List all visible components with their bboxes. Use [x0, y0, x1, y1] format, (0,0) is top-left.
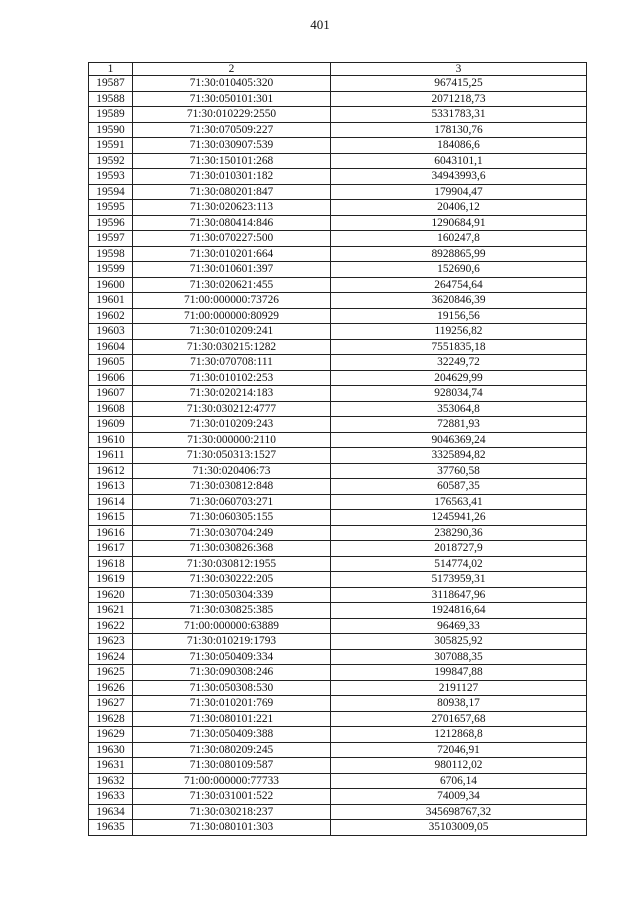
table-row — [89, 308, 587, 324]
value-cell: 928034,74 — [331, 386, 587, 402]
row-number-cell: 19598 — [89, 246, 133, 262]
value-cell: 7551835,18 — [331, 339, 587, 355]
row-number-cell: 19622 — [89, 618, 133, 634]
value-cell: 178130,76 — [331, 122, 587, 138]
table-row — [89, 448, 587, 464]
table-row — [89, 572, 587, 588]
table-header — [89, 63, 587, 76]
row-number-cell: 19625 — [89, 665, 133, 681]
table-row — [89, 758, 587, 774]
table-row — [89, 153, 587, 169]
row-number-cell: 19610 — [89, 432, 133, 448]
table-row — [89, 742, 587, 758]
cadastral-number-cell: 71:30:080201:847 — [133, 184, 331, 200]
row-number-cell: 19618 — [89, 556, 133, 572]
table-row — [89, 401, 587, 417]
value-cell: 5331783,31 — [331, 107, 587, 123]
row-number-cell: 19587 — [89, 76, 133, 92]
table-row — [89, 355, 587, 371]
row-number-cell: 19607 — [89, 386, 133, 402]
row-number-cell: 19626 — [89, 680, 133, 696]
column-header-3: 3 — [331, 63, 587, 76]
cadastral-number-cell: 71:30:060305:155 — [133, 510, 331, 526]
cadastral-number-cell: 71:30:010405:320 — [133, 76, 331, 92]
table-row — [89, 789, 587, 805]
cadastral-number-cell: 71:30:010229:2550 — [133, 107, 331, 123]
row-number-cell: 19609 — [89, 417, 133, 433]
table-row — [89, 618, 587, 634]
value-cell: 980112,02 — [331, 758, 587, 774]
row-number-cell: 19629 — [89, 727, 133, 743]
value-cell: 967415,25 — [331, 76, 587, 92]
row-number-cell: 19624 — [89, 649, 133, 665]
table-row — [89, 494, 587, 510]
table-row — [89, 463, 587, 479]
table-row — [89, 339, 587, 355]
row-number-cell: 19597 — [89, 231, 133, 247]
value-cell: 20406,12 — [331, 200, 587, 216]
table-row — [89, 262, 587, 278]
value-cell: 353064,8 — [331, 401, 587, 417]
table-row — [89, 417, 587, 433]
value-cell: 176563,41 — [331, 494, 587, 510]
row-number-cell: 19611 — [89, 448, 133, 464]
table-row — [89, 91, 587, 107]
cadastral-number-cell: 71:30:020621:455 — [133, 277, 331, 293]
table-row — [89, 603, 587, 619]
cadastral-number-cell: 71:30:030218:237 — [133, 804, 331, 820]
cadastral-number-cell: 71:30:050101:301 — [133, 91, 331, 107]
row-number-cell: 19606 — [89, 370, 133, 386]
value-cell: 19156,56 — [331, 308, 587, 324]
cadastral-number-cell: 71:30:080209:245 — [133, 742, 331, 758]
row-number-cell: 19590 — [89, 122, 133, 138]
table-row — [89, 277, 587, 293]
cadastral-number-cell: 71:00:000000:77733 — [133, 773, 331, 789]
column-header-1: 1 — [89, 63, 133, 76]
row-number-cell: 19593 — [89, 169, 133, 185]
cadastral-number-cell: 71:00:000000:80929 — [133, 308, 331, 324]
row-number-cell: 19623 — [89, 634, 133, 650]
cadastral-number-cell: 71:00:000000:63889 — [133, 618, 331, 634]
table-row — [89, 525, 587, 541]
cadastral-number-cell: 71:30:020214:183 — [133, 386, 331, 402]
table-row — [89, 122, 587, 138]
table-row — [89, 246, 587, 262]
cadastral-number-cell: 71:30:030812:1955 — [133, 556, 331, 572]
cadastral-number-cell: 71:30:030907:539 — [133, 138, 331, 154]
table-row — [89, 665, 587, 681]
cadastral-number-cell: 71:30:030825:385 — [133, 603, 331, 619]
cadastral-number-cell: 71:30:010219:1793 — [133, 634, 331, 650]
value-cell: 8928865,99 — [331, 246, 587, 262]
table-row — [89, 200, 587, 216]
table-row — [89, 324, 587, 340]
row-number-cell: 19588 — [89, 91, 133, 107]
row-number-cell: 19633 — [89, 789, 133, 805]
row-number-cell: 19613 — [89, 479, 133, 495]
cadastral-number-cell: 71:30:080414:846 — [133, 215, 331, 231]
cadastral-number-cell: 71:30:020406:73 — [133, 463, 331, 479]
cadastral-number-cell: 71:30:050409:334 — [133, 649, 331, 665]
table-row — [89, 370, 587, 386]
row-number-cell: 19596 — [89, 215, 133, 231]
value-cell: 80938,17 — [331, 696, 587, 712]
value-cell: 2701657,68 — [331, 711, 587, 727]
table-row — [89, 634, 587, 650]
value-cell: 204629,99 — [331, 370, 587, 386]
value-cell: 72881,93 — [331, 417, 587, 433]
value-cell: 74009,34 — [331, 789, 587, 805]
value-cell: 152690,6 — [331, 262, 587, 278]
value-cell: 2018727,9 — [331, 541, 587, 557]
value-cell: 307088,35 — [331, 649, 587, 665]
cadastral-number-cell: 71:30:070708:111 — [133, 355, 331, 371]
table-row — [89, 711, 587, 727]
cadastral-number-cell: 71:30:010201:769 — [133, 696, 331, 712]
row-number-cell: 19602 — [89, 308, 133, 324]
value-cell: 37760,58 — [331, 463, 587, 479]
row-number-cell: 19608 — [89, 401, 133, 417]
row-number-cell: 19592 — [89, 153, 133, 169]
row-number-cell: 19616 — [89, 525, 133, 541]
value-cell: 119256,82 — [331, 324, 587, 340]
table-row — [89, 107, 587, 123]
table-row — [89, 649, 587, 665]
cadastral-number-cell: 71:30:020623:113 — [133, 200, 331, 216]
row-number-cell: 19628 — [89, 711, 133, 727]
value-cell: 514774,02 — [331, 556, 587, 572]
value-cell: 160247,8 — [331, 231, 587, 247]
cadastral-number-cell: 71:30:070509:227 — [133, 122, 331, 138]
row-number-cell: 19631 — [89, 758, 133, 774]
cadastral-number-cell: 71:30:050308:530 — [133, 680, 331, 696]
table-row — [89, 696, 587, 712]
table-row — [89, 76, 587, 92]
cadastral-number-cell: 71:30:010301:182 — [133, 169, 331, 185]
table-row — [89, 680, 587, 696]
page-number: 401 — [310, 17, 330, 32]
row-number-cell: 19614 — [89, 494, 133, 510]
value-cell: 238290,36 — [331, 525, 587, 541]
row-number-cell: 19605 — [89, 355, 133, 371]
row-number-cell: 19620 — [89, 587, 133, 603]
value-cell: 35103009,05 — [331, 820, 587, 836]
value-cell: 2191127 — [331, 680, 587, 696]
cadastral-number-cell: 71:30:030812:848 — [133, 479, 331, 495]
value-cell: 1245941,26 — [331, 510, 587, 526]
row-number-cell: 19615 — [89, 510, 133, 526]
cadastral-number-cell: 71:30:000000:2110 — [133, 432, 331, 448]
value-cell: 72046,91 — [331, 742, 587, 758]
row-number-cell: 19630 — [89, 742, 133, 758]
cadastral-number-cell: 71:30:030215:1282 — [133, 339, 331, 355]
value-cell: 199847,88 — [331, 665, 587, 681]
value-cell: 6706,14 — [331, 773, 587, 789]
cadastral-number-cell: 71:30:010102:253 — [133, 370, 331, 386]
row-number-cell: 19599 — [89, 262, 133, 278]
table-row — [89, 820, 587, 836]
cadastral-number-cell: 71:30:050313:1527 — [133, 448, 331, 464]
value-cell: 1924816,64 — [331, 603, 587, 619]
value-cell: 9046369,24 — [331, 432, 587, 448]
cadastral-number-cell: 71:30:030826:368 — [133, 541, 331, 557]
table-row — [89, 293, 587, 309]
row-number-cell: 19603 — [89, 324, 133, 340]
table-row — [89, 169, 587, 185]
row-number-cell: 19604 — [89, 339, 133, 355]
cadastral-number-cell: 71:30:150101:268 — [133, 153, 331, 169]
cadastral-number-cell: 71:30:070227:500 — [133, 231, 331, 247]
table-row — [89, 804, 587, 820]
value-cell: 6043101,1 — [331, 153, 587, 169]
cadastral-number-cell: 71:30:050304:339 — [133, 587, 331, 603]
cadastral-number-cell: 71:30:010209:243 — [133, 417, 331, 433]
header-row — [89, 63, 587, 76]
table-row — [89, 231, 587, 247]
table-row — [89, 215, 587, 231]
value-cell: 3325894,82 — [331, 448, 587, 464]
value-cell: 3118647,96 — [331, 587, 587, 603]
cadastral-number-cell: 71:00:000000:73726 — [133, 293, 331, 309]
table-row — [89, 773, 587, 789]
row-number-cell: 19589 — [89, 107, 133, 123]
value-cell: 1290684,91 — [331, 215, 587, 231]
registry-table — [88, 62, 587, 836]
cadastral-number-cell: 71:30:030222:205 — [133, 572, 331, 588]
table-row — [89, 432, 587, 448]
value-cell: 1212868,8 — [331, 727, 587, 743]
value-cell: 345698767,32 — [331, 804, 587, 820]
cadastral-number-cell: 71:30:050409:388 — [133, 727, 331, 743]
table-row — [89, 556, 587, 572]
table-row — [89, 510, 587, 526]
table-row — [89, 184, 587, 200]
value-cell: 179904,47 — [331, 184, 587, 200]
value-cell: 5173959,31 — [331, 572, 587, 588]
cadastral-number-cell: 71:30:090308:246 — [133, 665, 331, 681]
value-cell: 305825,92 — [331, 634, 587, 650]
row-number-cell: 19591 — [89, 138, 133, 154]
cadastral-number-cell: 71:30:030212:4777 — [133, 401, 331, 417]
value-cell: 32249,72 — [331, 355, 587, 371]
row-number-cell: 19595 — [89, 200, 133, 216]
table-row — [89, 541, 587, 557]
row-number-cell: 19632 — [89, 773, 133, 789]
cadastral-number-cell: 71:30:010209:241 — [133, 324, 331, 340]
table-row — [89, 386, 587, 402]
value-cell: 34943993,6 — [331, 169, 587, 185]
value-cell: 2071218,73 — [331, 91, 587, 107]
column-header-2: 2 — [133, 63, 331, 76]
cadastral-number-cell: 71:30:010201:664 — [133, 246, 331, 262]
row-number-cell: 19612 — [89, 463, 133, 479]
row-number-cell: 19635 — [89, 820, 133, 836]
row-number-cell: 19594 — [89, 184, 133, 200]
value-cell: 264754,64 — [331, 277, 587, 293]
table-row — [89, 727, 587, 743]
table-body — [89, 76, 587, 836]
row-number-cell: 19601 — [89, 293, 133, 309]
cadastral-number-cell: 71:30:010601:397 — [133, 262, 331, 278]
table-row — [89, 138, 587, 154]
row-number-cell: 19619 — [89, 572, 133, 588]
row-number-cell: 19600 — [89, 277, 133, 293]
cadastral-number-cell: 71:30:080101:303 — [133, 820, 331, 836]
value-cell: 184086,6 — [331, 138, 587, 154]
table-row — [89, 479, 587, 495]
row-number-cell: 19634 — [89, 804, 133, 820]
row-number-cell: 19621 — [89, 603, 133, 619]
cadastral-number-cell: 71:30:030704:249 — [133, 525, 331, 541]
value-cell: 96469,33 — [331, 618, 587, 634]
table-row — [89, 587, 587, 603]
cadastral-number-cell: 71:30:080109:587 — [133, 758, 331, 774]
row-number-cell: 19617 — [89, 541, 133, 557]
row-number-cell: 19627 — [89, 696, 133, 712]
value-cell: 60587,35 — [331, 479, 587, 495]
value-cell: 3620846,39 — [331, 293, 587, 309]
cadastral-number-cell: 71:30:080101:221 — [133, 711, 331, 727]
cadastral-number-cell: 71:30:031001:522 — [133, 789, 331, 805]
cadastral-number-cell: 71:30:060703:271 — [133, 494, 331, 510]
